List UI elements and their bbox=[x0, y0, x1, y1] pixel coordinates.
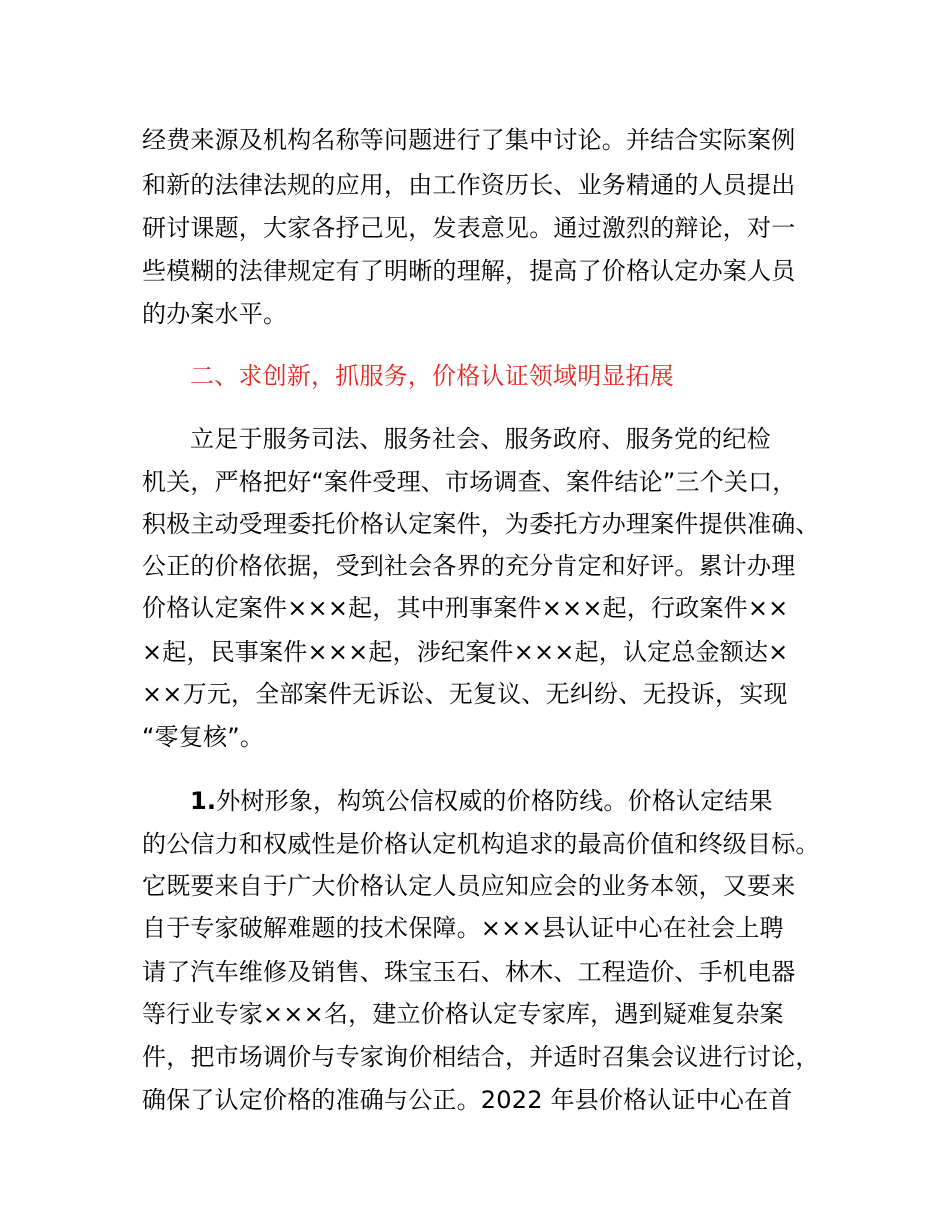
paragraph-line: ××万元，全部案件无诉讼、无复议、无纠纷、无投诉，实现 bbox=[142, 680, 788, 708]
paragraph-line: ×起，民事案件×××起，涉纪案件×××起，认定总金额达× bbox=[142, 638, 789, 666]
paragraph-text: 外树形象，构筑公信权威的价格防线。价格认定结果 bbox=[216, 787, 773, 815]
paragraph-line: 些模糊的法律规定有了明晰的理解，提高了价格认定办案人员 bbox=[142, 257, 796, 285]
paragraph-line: 等行业专家×××名，建立价格认定专家库，遇到疑难复杂案 bbox=[142, 1000, 784, 1028]
section-heading: 二、求创新，抓服务，价格认证领域明显拓展 bbox=[190, 362, 674, 390]
paragraph-line: 和新的法律法规的应用，由工作资历长、业务精通的人员提出 bbox=[142, 171, 796, 199]
paragraph-line: 立足于服务司法、服务社会、服务政府、服务党的纪检 bbox=[190, 425, 771, 453]
paragraph-line: 它既要来自于广大价格认定人员应知应会的业务本领，又要来 bbox=[142, 872, 796, 900]
paragraph-line bbox=[190, 786, 773, 816]
item-number: 1. bbox=[190, 787, 217, 815]
paragraph-line: 自于专家破解难题的技术保障。×××县认证中心在社会上聘 bbox=[142, 914, 784, 942]
paragraph-line: 确保了认定价格的准确与公正。2022 年县价格认证中心在首 bbox=[142, 1086, 793, 1114]
paragraph-line: 积极主动受理委托价格认定案件，为委托方办理案件提供准确、 bbox=[142, 510, 820, 538]
paragraph-line: 研讨课题，大家各抒己见，发表意见。通过激烈的辩论，对一 bbox=[142, 214, 796, 242]
paragraph-line: 价格认定案件×××起，其中刑事案件×××起，行政案件×× bbox=[142, 594, 789, 622]
paragraph-line: 请了汽车维修及销售、珠宝玉石、林木、工程造价、手机电器 bbox=[142, 958, 796, 986]
paragraph-line: 的办案水平。 bbox=[142, 300, 288, 328]
paragraph-line: “零复核”。 bbox=[142, 723, 265, 751]
paragraph-line: 经费来源及机构名称等问题进行了集中讨论。并结合实际案例 bbox=[142, 126, 796, 154]
paragraph-line: 公正的价格依据，受到社会各界的充分肯定和好评。累计办理 bbox=[142, 552, 796, 580]
paragraph-line: 机关，严格把好“案件受理、市场调查、案件结论”三个关口， bbox=[142, 468, 797, 496]
paragraph-line: 的公信力和权威性是价格认定机构追求的最高价值和终级目标。 bbox=[142, 830, 820, 858]
paragraph-line: 件，把市场调价与专家询价相结合，并适时召集会议进行讨论， bbox=[142, 1043, 820, 1071]
